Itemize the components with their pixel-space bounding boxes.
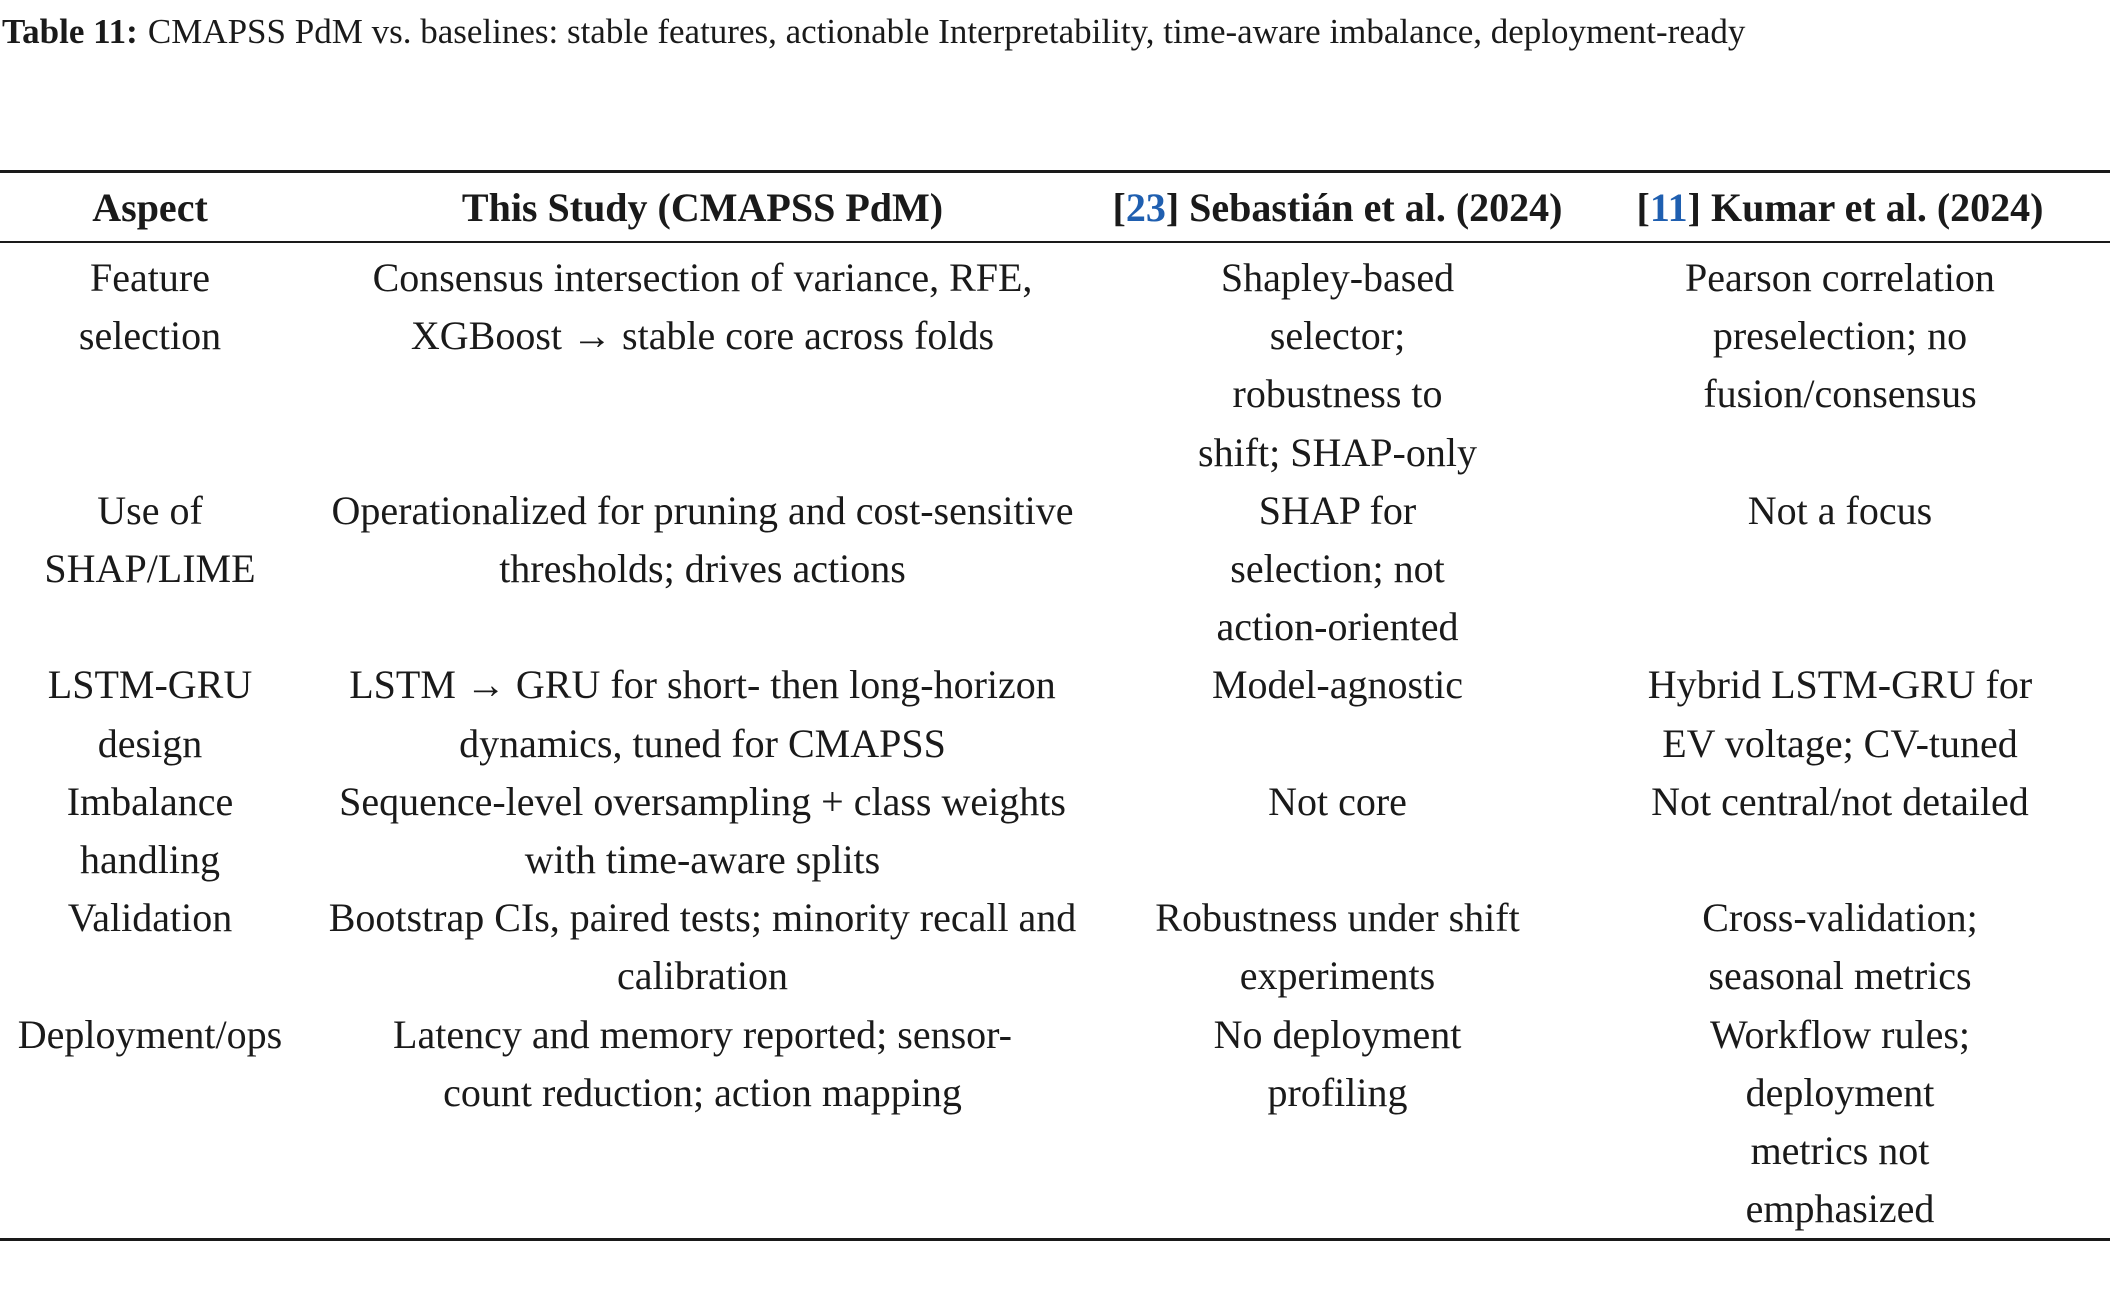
comparison-table — [0, 170, 2110, 1241]
header-kumar: [11] Kumar et al. (2024) — [1636, 185, 2044, 230]
cell-sebastian: No deployment profiling — [1213, 1011, 1462, 1115]
table-row — [0, 1006, 2110, 1240]
caption-text: CMAPSS PdM vs. baselines: stable features, actionable Interpretability, time-aware imbalance, deployment-ready — [147, 12, 1746, 51]
cell-aspect: Use of SHAP/LIME — [44, 487, 256, 592]
comparison-table-container — [0, 170, 2110, 1241]
cell-aspect: LSTM-GRU design — [47, 662, 253, 766]
cell-this-study: Latency and memory reported; sensor-count reduction; action mapping — [393, 1011, 1012, 1115]
header-sebastian: [23] Sebastián et al. (2024) — [1112, 185, 1563, 230]
cell-kumar: Workflow rules; deployment metrics not emphasized — [1709, 1011, 1971, 1232]
table-row — [0, 773, 2110, 889]
cell-sebastian: SHAP for selection; not action-oriented — [1216, 487, 1459, 650]
citation-link-23[interactable]: 23 — [1125, 185, 1166, 230]
cell-this-study: Operationalized for pruning and cost-sensitive thresholds; drives actions — [331, 487, 1074, 592]
table-header — [0, 172, 2110, 243]
cell-sebastian: Shapley-based selector; robustness to shift; SHAP-only — [1198, 255, 1477, 475]
cell-kumar: Not a focus — [1747, 487, 1933, 533]
header-this-study: This Study (CMAPSS PdM) — [461, 185, 944, 230]
cell-aspect: Validation — [67, 895, 233, 941]
cell-aspect: Deployment/ops — [17, 1011, 283, 1057]
cell-sebastian: Not core — [1268, 778, 1407, 824]
cell-this-study: Sequence-level oversampling + class weights with time-aware splits — [339, 778, 1066, 883]
cell-aspect: Imbalance handling — [66, 778, 234, 883]
table-caption — [2, 6, 2042, 58]
table-row — [0, 656, 2110, 772]
cell-sebastian: Model-agnostic — [1211, 662, 1464, 708]
cell-aspect: Feature selection — [78, 255, 222, 359]
header-aspect: Aspect — [92, 185, 208, 230]
table-row — [0, 482, 2110, 657]
header-row — [0, 172, 2110, 243]
cell-sebastian: Robustness under shift experiments — [1155, 895, 1520, 999]
header-kumar-text: Kumar et al. (2024) — [1710, 185, 2044, 230]
table-row — [0, 242, 2110, 482]
cell-kumar: Hybrid LSTM-GRU for EV voltage; CV-tuned — [1647, 662, 2033, 766]
table-row — [0, 889, 2110, 1005]
table-body — [0, 242, 2110, 1240]
header-sebastian-text: Sebastián et al. (2024) — [1189, 185, 1563, 230]
cell-this-study: Bootstrap CIs, paired tests; minority recall and calibration — [328, 895, 1077, 999]
cell-this-study: LSTM → GRU for short- then long-horizon dynamics, tuned for CMAPSS — [349, 662, 1056, 766]
cell-kumar: Pearson correlation preselection; no fusion/consensus — [1685, 255, 1995, 417]
caption-label: Table 11: — [2, 12, 138, 51]
cell-kumar: Not central/not detailed — [1651, 778, 2029, 824]
cell-kumar: Cross-validation; seasonal metrics — [1702, 895, 1978, 999]
cell-this-study: Consensus intersection of variance, RFE, XGBoost → stable core across folds — [372, 255, 1033, 359]
citation-link-11[interactable]: 11 — [1649, 185, 1688, 230]
